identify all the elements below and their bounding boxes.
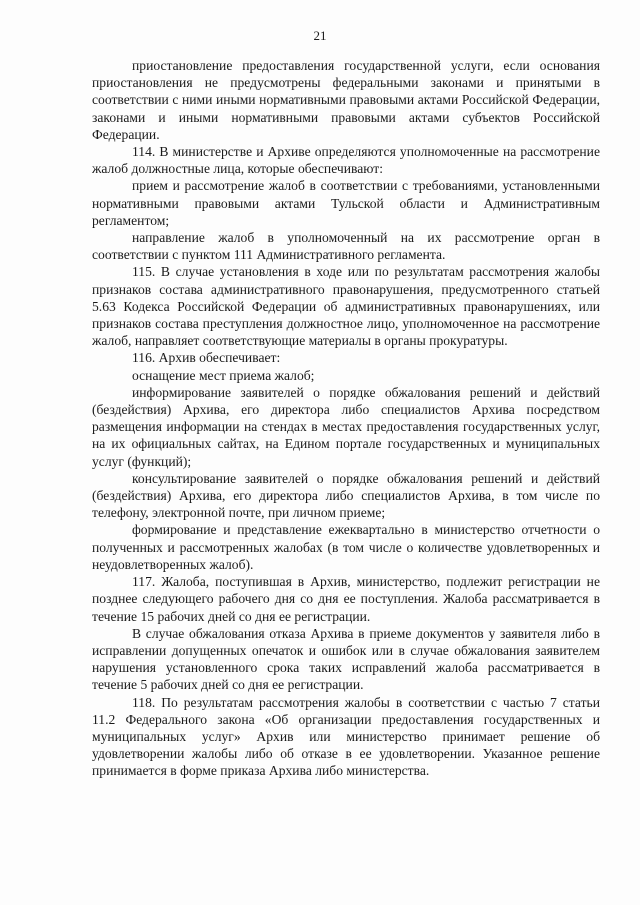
paragraph-116-reporting: формирование и представление ежеквартально в министерство отчетности о полученных и рассмотренных жалобах (в том числе о количестве удовлетворенных и неудовлетворенных жалоб).: [92, 522, 600, 572]
paragraph-114-receipt: прием и рассмотрение жалоб в соответствии с требованиями, установленными нормативными правовыми актами Тульской области и Административным регламентом;: [92, 178, 600, 228]
paragraph-114-forwarding: направление жалоб в уполномоченный на их рассмотрение орган в соответствии с пунктом 111 Административного регламента.: [92, 230, 600, 263]
paragraph-117: 117. Жалоба, поступившая в Архив, министерство, подлежит регистрации не позднее следующего рабочего дня со дня ее поступления. Жалоба рассматривается в течение 15 рабочих дней со дня ее регистрации.: [92, 574, 600, 624]
paragraph-116: 116. Архив обеспечивает:: [132, 350, 281, 366]
paragraph-118: 118. По результатам рассмотрения жалобы в соответствии с частью 7 статьи 11.2 Федерального закона «Об организации предоставления государственных и муниципальных услуг» Архив или министерство принимает решение об удовлетворении жалобы либо об отказе в ее удовлетворении. Указанное решение принимается в форме приказа Архива либо министерства.: [92, 694, 600, 779]
paragraph-115: 115. В случае установления в ходе или по результатам рассмотрения жалобы признаков состава административного правонарушения, предусмотренного статьей 5.63 Кодекса Российской Федерации об административных правонарушениях, или признаков состава преступления должностное лицо, уполномоченное на рассмотрение жалоб, направляет соответствующие материалы в органы прокуратуры.: [92, 264, 600, 349]
body-text: [92, 57, 600, 780]
paragraph-114: 114. В министерстве и Архиве определяются уполномоченные на рассмотрение жалоб должностные лица, которые обеспечивают:: [92, 144, 600, 177]
paragraph-117-refusal: В случае обжалования отказа Архива в приеме документов у заявителя либо в исправлении допущенных опечаток и ошибок или в случае обжалования заявителем нарушения установленного срока таких исправлений жалоба рассматривается в течение 5 рабочих дней со дня ее регистрации.: [92, 625, 600, 693]
paragraph-suspension-grounds: приостановление предоставления государственной услуги, если основания приостановления не предусмотрены федеральными законами и принятыми в соответствии с ними иными нормативными правовыми актами Российской Федерации, законами и иными нормативными правовыми актами субъектов Российской Федерации.: [92, 58, 600, 142]
page-number: 21: [313, 28, 327, 43]
paragraph-116-consulting: консультирование заявителей о порядке обжалования решений и действий (бездействия) Архива, его директора либо специалистов Архива, в том числе по телефону, электронной почте, при личном приеме;: [92, 470, 600, 521]
paragraph-116-informing: информирование заявителей о порядке обжалования решений и действий (бездействия) Архива, его директора либо специалистов Архива посредством размещения информации на стендах в местах предоставления государственных услуг, на их официальных сайтах, на Едином портале государственных и муниципальных услуг (функций);: [92, 384, 600, 469]
paragraph-116-equipment: оснащение мест приема жалоб;: [132, 367, 315, 383]
